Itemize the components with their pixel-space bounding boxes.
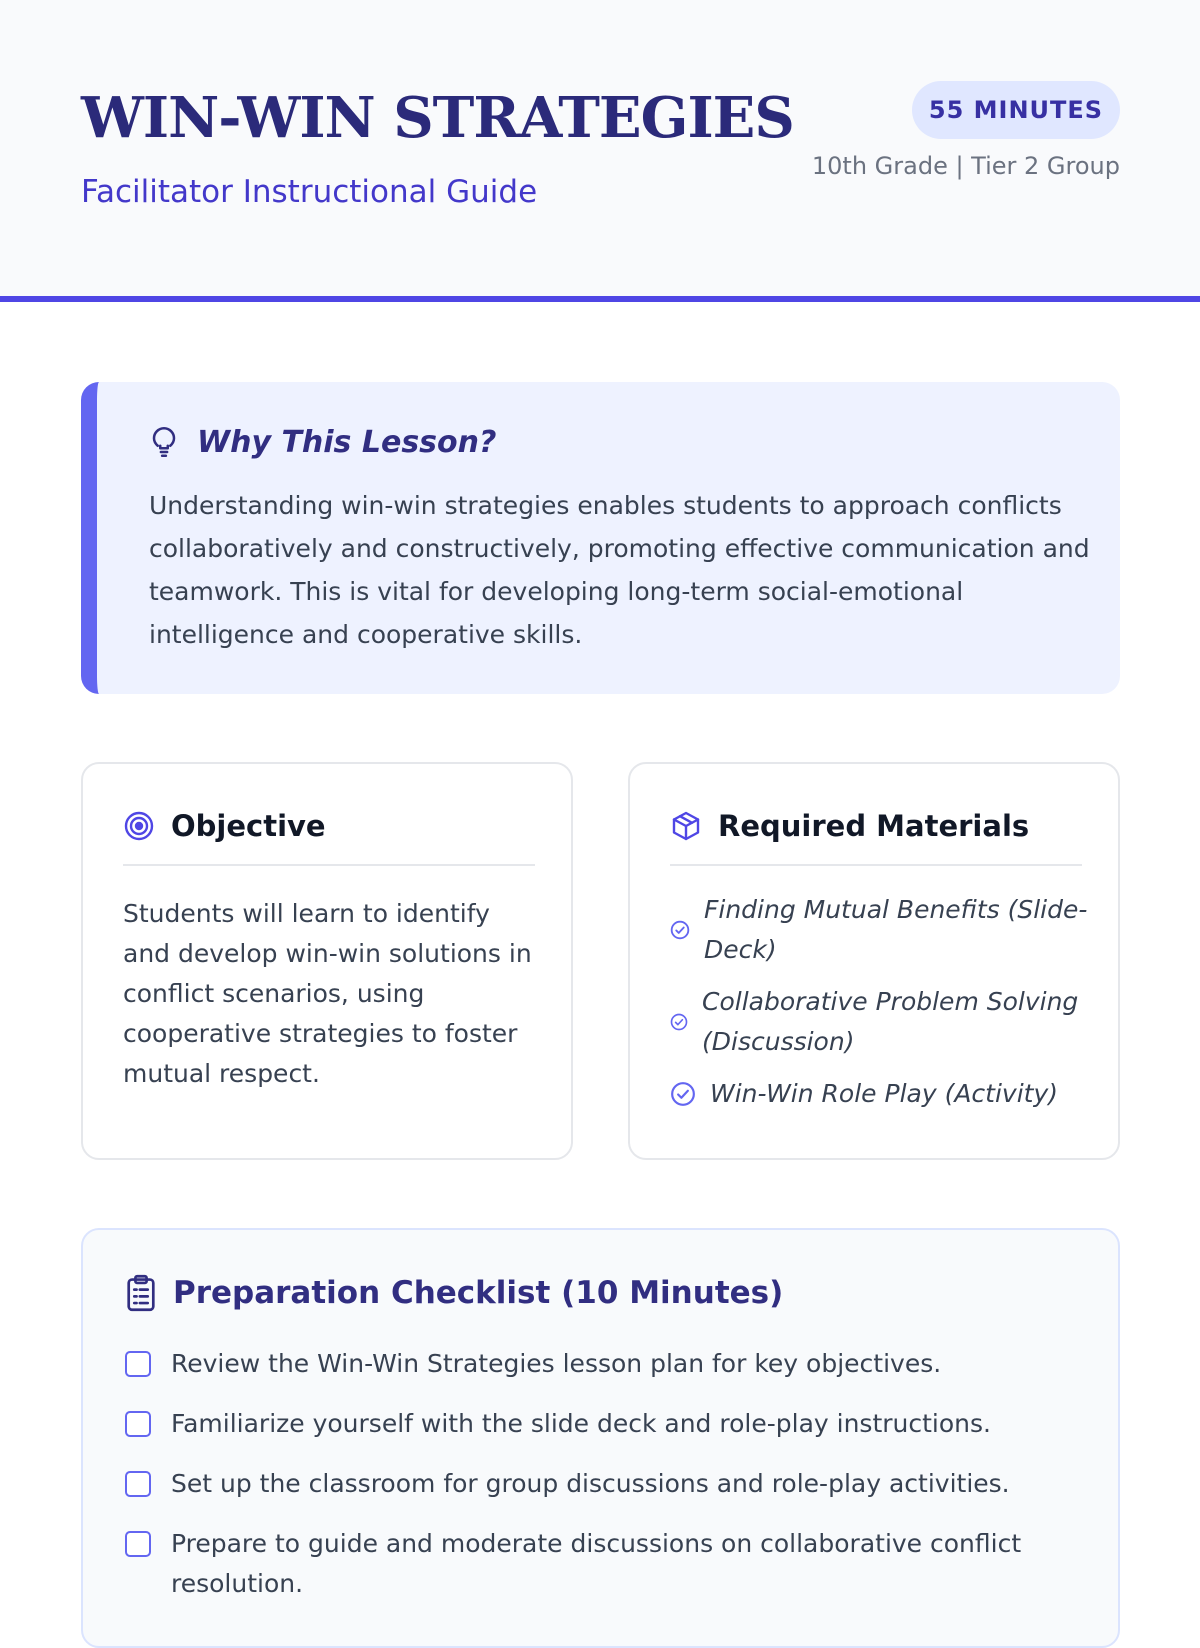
checkbox[interactable] <box>125 1411 151 1437</box>
clipboard-icon <box>125 1274 157 1312</box>
check-circle-icon <box>670 1013 688 1031</box>
target-icon <box>123 810 155 842</box>
checkbox[interactable] <box>125 1351 151 1377</box>
checklist-item <box>125 1344 1085 1384</box>
material-item <box>670 1074 1090 1114</box>
checklist-item-label: Familiarize yourself with the slide deck and role-play instructions. <box>171 1409 991 1438</box>
why-lesson-header <box>149 424 496 460</box>
check-circle-icon <box>670 1081 696 1107</box>
objective-title: Objective <box>171 809 326 843</box>
material-item <box>670 890 1090 970</box>
checklist-item <box>125 1524 1085 1604</box>
duration-badge: 55 MINUTES <box>912 81 1120 139</box>
checkbox[interactable] <box>125 1471 151 1497</box>
why-lesson-title: Why This Lesson? <box>197 424 497 460</box>
objective-header <box>123 806 535 866</box>
materials-header <box>670 806 1082 866</box>
page-title: WIN-WIN STRATEGIES <box>81 85 794 151</box>
material-label: Finding Mutual Benefits (Slide-Deck) <box>704 895 1088 964</box>
materials-list <box>670 890 1090 1126</box>
objective-card <box>81 762 573 1160</box>
page-header <box>0 0 1200 302</box>
grade-label: 10th Grade | Tier 2 Group <box>811 152 1120 180</box>
material-item <box>670 982 1090 1062</box>
checklist-item-label: Prepare to guide and moderate discussions on collaborative conflict resolution. <box>171 1529 1022 1598</box>
check-circle-icon <box>670 920 690 940</box>
checklist-item <box>125 1464 1085 1504</box>
checklist-item <box>125 1404 1085 1444</box>
materials-title: Required Materials <box>718 809 1030 843</box>
preparation-checklist <box>81 1228 1120 1648</box>
lightbulb-icon <box>149 424 179 460</box>
objective-text: Students will learn to identify and develop win-win solutions in conflict scenarios, using cooperative strategies to foster mutual respect. <box>123 899 532 1088</box>
checklist-item-label: Set up the classroom for group discussions and role-play activities. <box>171 1469 1010 1498</box>
checklist-item-label: Review the Win-Win Strategies lesson plan for key objectives. <box>171 1349 942 1378</box>
materials-card <box>628 762 1120 1160</box>
why-lesson-text: Understanding win-win strategies enables students to approach conflicts collaboratively and constructively, promoting effective communication and teamwork. This is vital for developing long-term social-emotional intelligence and cooperative skills. <box>149 491 1090 649</box>
checkbox[interactable] <box>125 1531 151 1557</box>
preparation-header <box>125 1274 783 1312</box>
page-subtitle: Facilitator Instructional Guide <box>81 174 538 210</box>
material-label: Win-Win Role Play (Activity) <box>710 1079 1059 1108</box>
why-lesson-callout <box>81 382 1120 694</box>
preparation-title: Preparation Checklist (10 Minutes) <box>173 1275 784 1311</box>
material-label: Collaborative Problem Solving (Discussion) <box>702 987 1079 1056</box>
box-icon <box>670 810 702 842</box>
checklist-items <box>125 1344 1085 1624</box>
